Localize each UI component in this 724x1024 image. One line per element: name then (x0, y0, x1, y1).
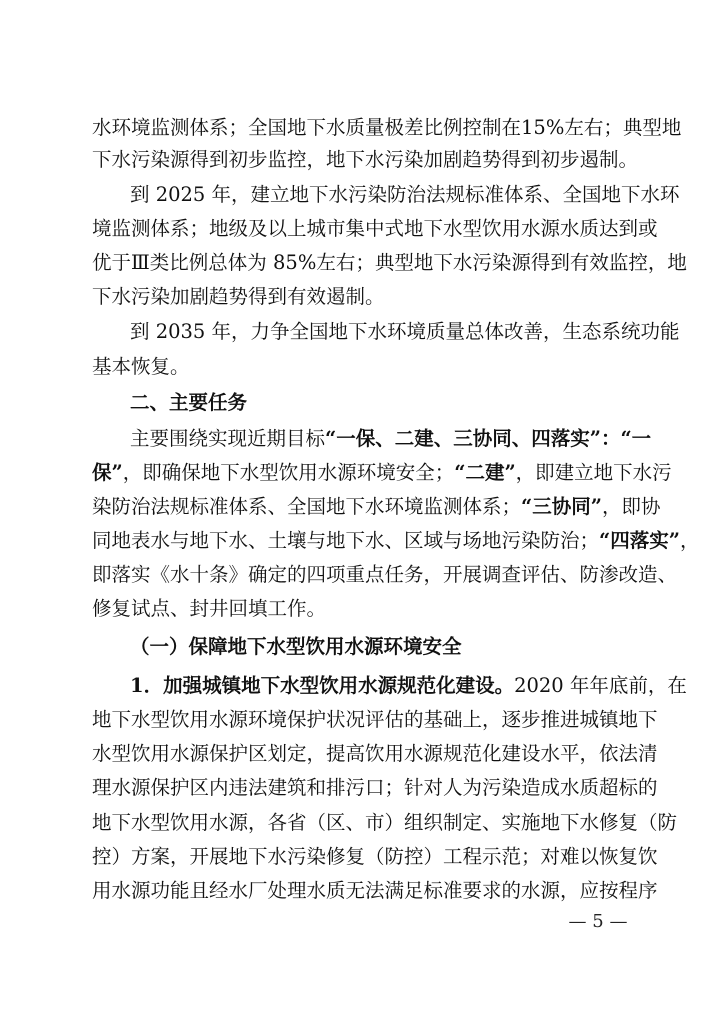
paragraph-line: 保”，即确保地下水型饮用水源环境安全；“二建”，即建立地下水污 (92, 461, 672, 484)
subsection-heading: （一）保障地下水型饮用水源环境安全 (130, 635, 462, 658)
section-heading: 二、主要任务 (130, 391, 248, 414)
paragraph-line: 同地表水与地下水、土壤与地下水、区域与场地污染防治；“四落实”， (92, 529, 700, 552)
paragraph-line: 主要围绕实现近期目标“一保、二建、三协同、四落实”：“一 (130, 427, 652, 450)
paragraph-line: 下水污染加剧趋势得到有效遏制。 (92, 285, 385, 308)
paragraph-line: 下水污染源得到初步监控，地下水污染加剧趋势得到初步遏制。 (92, 148, 639, 171)
paragraph-line: 地下水型饮用水源，各省（区、市）组织制定、实施地下水修复（防 (92, 811, 678, 834)
paragraph-line: 1．加强城镇地下水型饮用水源规范化建设。2020 年年底前，在 (130, 674, 687, 697)
paragraph-line: 到 2025 年，建立地下水污染防治法规标准体系、全国地下水环 (130, 183, 680, 206)
paragraph-line: 理水源保护区内违法建筑和排污口；针对人为污染造成水质超标的 (92, 776, 658, 799)
paragraph-line: 到 2035 年，力争全国地下水环境质量总体改善，生态系统功能 (130, 320, 680, 343)
paragraph-line: 修复试点、封井回填工作。 (92, 597, 327, 620)
paragraph-line: 染防治法规标准体系、全国地下水环境监测体系；“三协同”，即协 (92, 495, 661, 518)
paragraph-line: 基本恢复。 (92, 355, 190, 378)
page-number: — 5 — (568, 911, 628, 932)
paragraph-line: 控）方案，开展地下水污染修复（防控）工程示范；对难以恢复饮 (92, 845, 658, 868)
paragraph-line: 水型饮用水源保护区划定，提高饮用水源规范化建设水平，依法清 (92, 742, 658, 765)
paragraph-line: 境监测体系；地级及以上城市集中式地下水型饮用水源水质达到或 (92, 217, 658, 240)
paragraph-line: 即落实《水十条》确定的四项重点任务，开展调查评估、防渗改造、 (92, 563, 678, 586)
paragraph-line: 优于Ⅲ类比例总体为 85%左右；典型地下水污染源得到有效监控，地 (92, 251, 687, 274)
paragraph-line: 地下水型饮用水源环境保护状况评估的基础上，逐步推进城镇地下 (92, 708, 658, 731)
paragraph-line: 水环境监测体系；全国地下水质量极差比例控制在15%左右；典型地 (92, 116, 682, 139)
paragraph-line: 用水源功能且经水厂处理水质无法满足标准要求的水源，应按程序 (92, 879, 658, 902)
